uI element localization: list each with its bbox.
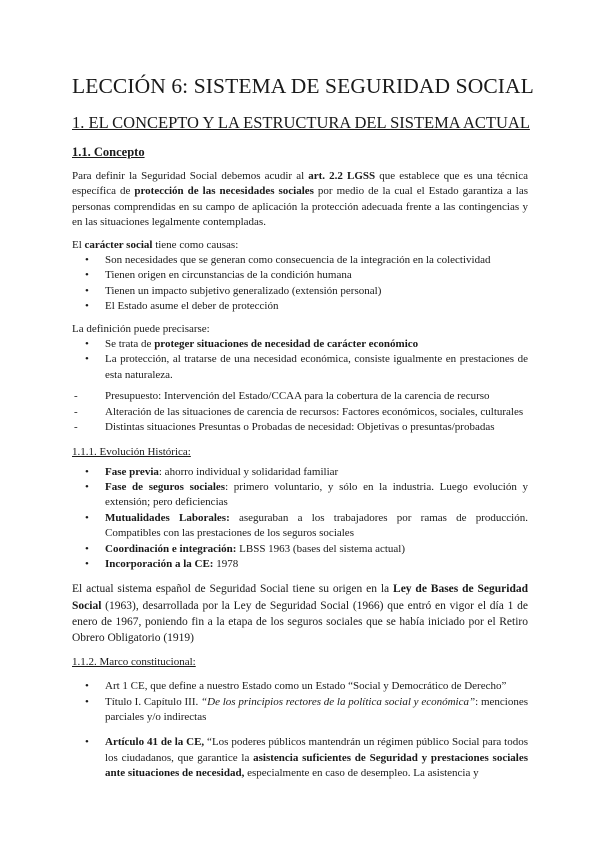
lesson-title: LECCIÓN 6: SISTEMA DE SEGURIDAD SOCIAL [72, 74, 534, 98]
list-item: - Presupuesto: Intervención del Estado/CCAA para la cobertura de la carencia de recurso [72, 389, 528, 404]
list-item: • El Estado asume el deber de protección [72, 299, 528, 314]
list-item: • Fase de seguros sociales: primero voluntario, y sólo en la industria. Luego evolución y extensión; pero deficiencias [72, 480, 528, 511]
section-heading-1: 1. EL CONCEPTO Y LA ESTRUCTURA DEL SISTEMA ACTUAL [72, 113, 530, 132]
subsection-heading-evolucion: 1.1.1. Evolución Histórica: [72, 445, 191, 458]
marco-list [72, 679, 528, 781]
precisar-intro: La definición puede precisarse: [72, 322, 210, 335]
list-item: • Coordinación e integración: LBSS 1963 (bases del sistema actual) [72, 542, 528, 557]
list-item: • Se trata de proteger situaciones de necesidad de carácter económico [72, 337, 528, 352]
subsection-heading-concepto: 1.1. Concepto [72, 145, 145, 159]
list-item: • Tienen origen en circunstancias de la condición humana [72, 268, 528, 283]
list-item: • Fase previa: ahorro individual y solidaridad familiar [72, 465, 528, 480]
list-item: • Art 1 CE, que define a nuestro Estado como un Estado “Social y Democrático de Derecho” [72, 679, 528, 694]
list-item: • Título I. Capítulo III. “De los principios rectores de la política social y económica”: menciones parciales y/o indirectas [72, 695, 528, 726]
caracter-social-intro: El carácter social tiene como causas: [72, 238, 239, 251]
subsection-heading-marco: 1.1.2. Marco constitucional: [72, 656, 196, 669]
list-item: - Distintas situaciones Presuntas o Probadas de necesidad: Objetivas o presuntas/probadas [72, 420, 528, 435]
list-item: • Artículo 41 de la CE, “Los poderes públicos mantendrán un régimen público Social para todos los ciudadanos, que garantice la asistencia suficientes de Seguridad y prestaciones sociales ante situaciones de necesidad, especialmente en caso de desempleo. La asistencia y [72, 735, 528, 781]
dash-list [72, 389, 528, 435]
list-item: • La protección, al tratarse de una necesidad económica, consiste igualmente en prestaciones de esta naturaleza. [72, 352, 528, 383]
list-item: • Mutualidades Laborales: aseguraban a los trabajadores por ramas de producción. Compatibles con las prestaciones de los seguros sociales [72, 511, 528, 542]
definition-paragraph: Para definir la Seguridad Social debemos acudir al art. 2.2 LGSS que establece que es una técnica específica de protección de las necesidades sociales por medio de la cual el Estado garantiza a las personas comprendidas en su campo de aplicación la protección adecuada frente a las contingencias y en las situaciones legalmente contempladas. [72, 170, 528, 229]
list-item: - Alteración de las situaciones de carencia de recursos: Factores económicos, sociales, culturales [72, 405, 528, 420]
causas-list [72, 253, 528, 315]
list-item: • Incorporación a la CE: 1978 [72, 557, 528, 572]
actual-system-paragraph: El actual sistema español de Seguridad Social tiene su origen en la Ley de Bases de Seguridad Social (1963), desarrollada por la Ley de Seguridad Social (1966) que entró en vigor el día 1 de enero de 1967, poniendo fin a la etapa de los seguros sociales que se había iniciado por el Retiro Obrero Obligatorio (1919) [72, 583, 528, 644]
evolucion-list [72, 465, 528, 573]
list-item: • Son necesidades que se generan como consecuencia de la integración en la colectividad [72, 253, 528, 268]
list-item: • Tienen un impacto subjetivo generalizado (extensión personal) [72, 284, 528, 299]
precisar-list [72, 337, 528, 383]
